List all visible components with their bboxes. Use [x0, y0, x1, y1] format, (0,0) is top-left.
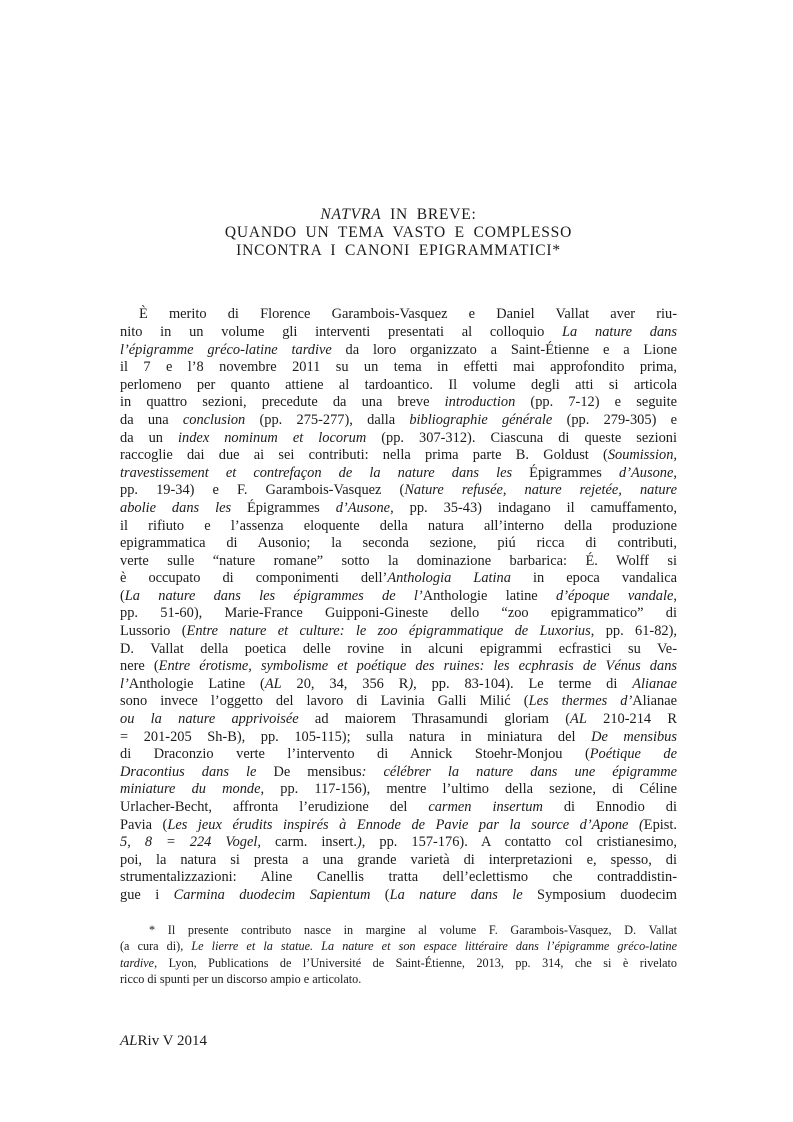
- text-line: [120, 869, 677, 887]
- plain-text: , pp. 117-156), mentre l’ultimo della sezione, di Céline: [260, 781, 677, 798]
- italic-text: ): [408, 675, 414, 692]
- text-line: [120, 206, 677, 224]
- plain-text: gue i: [120, 886, 174, 903]
- text-line: [120, 605, 677, 623]
- italic-text: d’Ausone: [335, 499, 391, 516]
- plain-text: pp. 19-34) e F. Garambois-Vasquez (: [120, 482, 405, 499]
- italic-text: : célébrer la nature dans une épigramme: [361, 763, 678, 780]
- plain-text: (: [120, 587, 125, 604]
- text-line: [120, 817, 677, 835]
- plain-text: ,: [673, 464, 677, 481]
- italic-text: Soumission,: [607, 447, 677, 464]
- italic-text: Anthologia Latina: [387, 570, 511, 587]
- text-line: [120, 394, 677, 412]
- plain-text: Alianae: [632, 693, 677, 710]
- plain-text: Épigrammes: [247, 499, 336, 516]
- plain-text: sono invece l’oggetto del lavoro di Lavinia Galli Milić (: [120, 693, 529, 710]
- plain-text: INCONTRA I CANONI EPIGRAMMATICI*: [236, 241, 561, 259]
- italic-text: Poétique de: [589, 746, 678, 763]
- text-line: [120, 242, 677, 260]
- plain-text: il rifiuto e l’assenza eloquente della natura all’interno della produzione: [120, 517, 677, 534]
- text-line: [120, 955, 677, 972]
- plain-text: QUANDO UN TEMA VASTO E COMPLESSO: [224, 223, 573, 241]
- text-line: [120, 342, 677, 360]
- italic-text: Carmina duodecim Sapientum: [173, 886, 371, 903]
- plain-text: , pp. 83-104). Le terme di: [413, 675, 633, 692]
- italic-text: d’Ausone: [619, 464, 674, 481]
- italic-text: ou la nature apprivoisée: [120, 711, 299, 728]
- plain-text: (pp. 279-305) e: [552, 411, 677, 428]
- italic-text: d’époque vandale: [556, 587, 674, 604]
- italic-text: Les jeux érudits inspirés à Ennode de Pavie par la source d’Apone (: [167, 816, 644, 833]
- plain-text: (: [370, 886, 390, 903]
- italic-text: ): [356, 834, 362, 851]
- italic-text: miniature du monde: [120, 781, 261, 798]
- text-line: [120, 500, 677, 518]
- plain-text: Anthologie Latine (: [128, 675, 265, 692]
- text-line: [120, 359, 677, 377]
- text-line: [120, 412, 677, 430]
- italic-text: Le lierre et la statue. La nature et son espace littéraire dans l’épigramme gréco-latine: [191, 939, 677, 954]
- article-title: [120, 0, 677, 259]
- text-column: [120, 0, 677, 1050]
- italic-text: l’: [120, 675, 129, 692]
- text-line: [120, 553, 677, 571]
- text-line: [120, 324, 677, 342]
- plain-text: raccoglie dai due ai sei contributi: nella prima parte B. Goldust (: [120, 447, 608, 464]
- text-line: [120, 764, 677, 782]
- text-line: [120, 430, 677, 448]
- italic-text: AL: [120, 1032, 138, 1049]
- plain-text: Symposium duodecim: [522, 886, 677, 903]
- italic-text: AL: [264, 675, 282, 692]
- plain-text: poi, la natura si presta a una grande varietà di interpretazioni e, spesso, di: [120, 851, 677, 868]
- text-line: [120, 465, 677, 483]
- plain-text: , pp. 35-43) indagano il camuffamento,: [390, 499, 677, 516]
- text-line: [120, 938, 677, 955]
- plain-text: il 7 e l’8 novembre 2011 su un tema in effetti mai approfondito prima,: [120, 359, 677, 376]
- text-line: [120, 641, 677, 659]
- plain-text: in quattro sezioni, precedute da una breve: [120, 394, 445, 411]
- text-line: [120, 887, 677, 905]
- text-line: [120, 781, 677, 799]
- plain-text: Epist.: [643, 816, 677, 833]
- text-line: [120, 676, 677, 694]
- plain-text: ,: [673, 587, 677, 604]
- italic-text: index nominum et locorum: [178, 429, 367, 446]
- plain-text: da una: [120, 411, 183, 428]
- plain-text: (a cura di),: [120, 939, 192, 954]
- text-line: [120, 535, 677, 553]
- plain-text: 20, 34, 356 R: [281, 675, 409, 692]
- text-line: [120, 482, 677, 500]
- text-line: [120, 588, 677, 606]
- italic-text: tardive: [120, 955, 155, 970]
- text-line: [120, 971, 677, 988]
- journal-footer: [120, 1033, 677, 1050]
- italic-text: abolie dans les: [120, 499, 248, 516]
- plain-text: in epoca vandalica: [510, 570, 678, 587]
- text-line: [120, 623, 677, 641]
- italic-text: Alianae: [632, 675, 677, 692]
- text-line: [120, 570, 677, 588]
- italic-text: La nature dans les épigrammes de l’: [124, 587, 423, 604]
- plain-text: (pp. 7-12) e seguite: [515, 394, 677, 411]
- italic-text: Dracontius dans le: [120, 763, 274, 780]
- italic-text: conclusion: [182, 411, 246, 428]
- plain-text: Épigrammes: [529, 464, 620, 481]
- text-line: [120, 799, 677, 817]
- italic-text: La nature dans le: [389, 886, 523, 903]
- text-line: [120, 711, 677, 729]
- text-line: [120, 834, 677, 852]
- italic-text: La nature dans: [562, 323, 677, 340]
- italic-text: AL: [570, 711, 587, 728]
- text-line: [120, 729, 677, 747]
- text-line: [120, 306, 677, 324]
- plain-text: , Lyon, Publications de l’Université de Saint-Étienne, 2013, pp. 314, che si è rivelato: [154, 955, 677, 970]
- plain-text: è occupato di componimenti dell’: [120, 570, 388, 587]
- text-line: [120, 658, 677, 676]
- italic-text: NATVRA: [320, 206, 382, 223]
- text-line: [120, 224, 677, 242]
- plain-text: perlomeno per quanto attiene al tardoantico. Il volume degli atti si articola: [120, 376, 677, 393]
- plain-text: Pavia (: [120, 816, 168, 833]
- plain-text: verte sulle “nature romane” sotto la dominazione barbarica: É. Wolff si: [120, 552, 677, 569]
- plain-text: di Ennodio di: [542, 799, 677, 816]
- plain-text: carm. insert.: [260, 834, 357, 851]
- italic-text: l’épigramme gréco-latine tardive: [120, 341, 332, 358]
- plain-text: da un: [120, 429, 179, 446]
- plain-text: (pp. 275-277), dalla: [245, 411, 410, 428]
- italic-text: Entre nature et culture: le zoo épigrammatique de Luxorius: [186, 623, 591, 640]
- plain-text: De mensibus: [273, 763, 362, 780]
- plain-text: , pp. 157-176). A contatto col cristianesimo,: [361, 834, 677, 851]
- plain-text: ricco di spunti per un discorso ampio e articolato.: [120, 972, 362, 987]
- plain-text: ad maiorem Thrasamundi gloriam (: [298, 711, 571, 728]
- italic-text: introduction: [444, 394, 516, 411]
- plain-text: Anthologie latine: [422, 587, 556, 604]
- text-line: [120, 377, 677, 395]
- plain-text: Lussorio (: [120, 623, 187, 640]
- article-body: [120, 306, 677, 904]
- plain-text: strumentalizzazioni: Aline Canellis tratta dell’eclettismo che contraddistin-: [120, 869, 677, 886]
- italic-text: bibliographie générale: [409, 411, 553, 428]
- text-line: [120, 518, 677, 536]
- plain-text: nito in un volume gli interventi presentati al colloquio: [120, 323, 563, 340]
- plain-text: di Draconzio verte l’intervento di Annick Stoehr-Monjou (: [120, 746, 590, 763]
- italic-text: 5, 8 = 224 Vogel,: [120, 834, 261, 851]
- text-line: [120, 693, 677, 711]
- plain-text: Urlacher-Becht, affronta l’erudizione del: [120, 799, 429, 816]
- plain-text: da loro organizzato a Saint-Étienne e a Lione: [331, 341, 677, 358]
- plain-text: , pp. 61-82),: [590, 623, 677, 640]
- plain-text: Riv V 2014: [137, 1032, 207, 1049]
- text-line: [120, 922, 677, 939]
- italic-text: Les thermes d’: [528, 693, 633, 710]
- footnote: [120, 922, 677, 988]
- plain-text: È merito di Florence Garambois-Vasquez e Daniel Vallat aver riu-: [139, 306, 677, 323]
- plain-text: D. Vallat della poetica delle rovine in alcuni epigrammi ecfrastici su Ve-: [120, 640, 677, 657]
- plain-text: 210-214 R: [586, 711, 677, 728]
- text-line: [120, 852, 677, 870]
- text-line: [120, 447, 677, 465]
- plain-text: * Il presente contributo nasce in margine al volume F. Garambois-Vasquez, D. Vallat: [149, 922, 677, 937]
- plain-text: IN BREVE:: [381, 206, 477, 223]
- text-line: [120, 746, 677, 764]
- plain-text: epigrammatica di Ausonio; la seconda sezione, piú ricca di contributi,: [120, 535, 677, 552]
- italic-text: De mensibus: [591, 728, 677, 745]
- italic-text: travestissement et contrefaçon de la nature dans les: [120, 464, 530, 481]
- italic-text: carmen insertum: [428, 799, 543, 816]
- plain-text: nere (: [120, 658, 159, 675]
- plain-text: (pp. 307-312). Ciascuna di queste sezioni: [366, 429, 677, 446]
- italic-text: Nature refusée, nature rejetée, nature: [404, 482, 678, 499]
- plain-text: pp. 51-60), Marie-France Guipponi-Gineste dello “zoo epigrammatico” di: [120, 605, 677, 622]
- italic-text: Entre érotisme, symbolisme et poétique des ruines: les ecphrasis de Vénus dans: [158, 658, 677, 675]
- plain-text: = 201-205 Sh-B), pp. 105-115); sulla natura in miniatura del: [120, 728, 592, 745]
